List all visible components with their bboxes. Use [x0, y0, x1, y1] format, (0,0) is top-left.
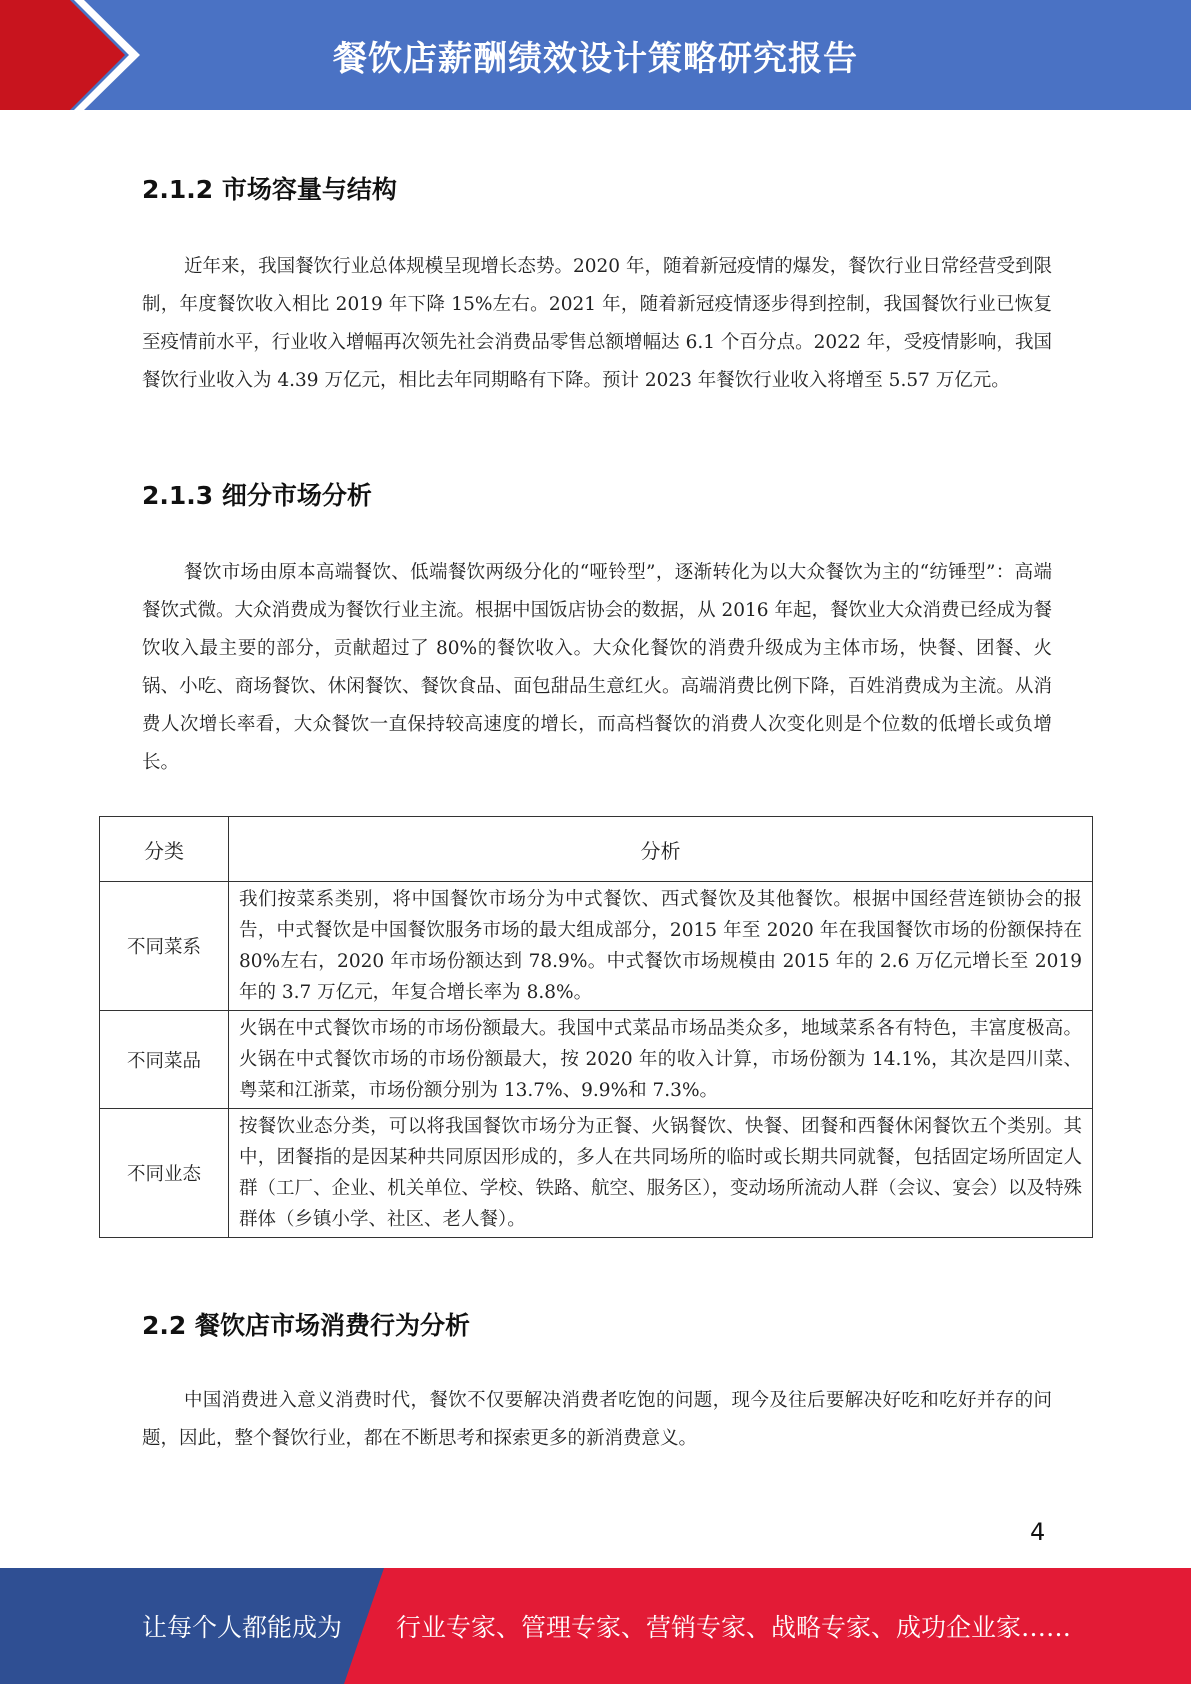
paragraph-segment-analysis: 餐饮市场由原本高端餐饮、低端餐饮两级分化的“哑铃型”，逐渐转化为以大众餐饮为主的“纺锤型”：高端餐饮式微。大众消费成为餐饮行业主流。根据中国饭店协会的数据，从 2016 年起，餐饮业大众消费已经成为餐饮收入最主要的部分，贡献超过了 80%的餐饮收入。大众化餐饮的消费升级成为主体市场，快餐、团餐、火锅、小吃、商场餐饮、休闲餐饮、餐饮食品、面包甜品生意红火。高端消费比例下降，百姓消费成为主流。从消费人次增长率看，大众餐饮一直保持较高速度的增长，而高档餐饮的消费人次变化则是个位数的低增长或负增长。 [142, 562, 1052, 773]
column-header-analysis: 分析 [229, 817, 1093, 882]
section-heading-2-1-3: 2.1.3 细分市场分析 [142, 481, 372, 510]
row-category: 不同业态 [100, 1109, 229, 1238]
footer-slogan-left: 让每个人都能成为 [142, 1613, 343, 1642]
paragraph-market-capacity: 近年来，我国餐饮行业总体规模呈现增长态势。2020 年，随着新冠疫情的爆发，餐饮行业日常经营受到限制，年度餐饮收入相比 2019 年下降 15%左右。2021 年，随着新冠疫情逐步得到控制，我国餐饮行业已恢复至疫情前水平，行业收入增幅再次领先社会消费品零售总额增幅达 6.1 个百分点。2022 年，受疫情影响，我国餐饮行业收入为 4.39 万亿元，相比去年同期略有下降。预计 2023 年餐饮行业收入将增至 5.57 万亿元。 [142, 256, 1052, 391]
market-analysis-table [99, 816, 1093, 1238]
page-header [0, 0, 1191, 110]
section-heading-2-2: 2.2 餐饮店市场消费行为分析 [142, 1311, 470, 1340]
paragraph-consumer-behavior: 中国消费进入意义消费时代，餐饮不仅要解决消费者吃饱的问题，现今及往后要解决好吃和吃好并存的问题，因此，整个餐饮行业，都在不断思考和探索更多的新消费意义。 [142, 1390, 1052, 1449]
row-analysis: 按餐饮业态分类，可以将我国餐饮市场分为正餐、火锅餐饮、快餐、团餐和西餐休闲餐饮五个类别。其中，团餐指的是因某种共同原因形成的，多人在共同场所的临时或长期共同就餐，包括固定场所固定人群（工厂、企业、机关单位、学校、铁路、航空、服务区），变动场所流动人群（会议、宴会）以及特殊群体（乡镇小学、社区、老人餐）。 [229, 1109, 1093, 1238]
report-title: 餐饮店薪酬绩效设计策略研究报告 [333, 38, 858, 79]
page-footer [0, 1568, 1191, 1684]
column-header-category: 分类 [100, 817, 229, 882]
row-category: 不同菜系 [100, 882, 229, 1011]
row-analysis: 火锅在中式餐饮市场的市场份额最大。我国中式菜品市场品类众多，地域菜系各有特色，丰富度极高。火锅在中式餐饮市场的市场份额最大，按 2020 年的收入计算，市场份额为 14.1%，其次是四川菜、粤菜和江浙菜，市场份额分别为 13.7%、9.9%和 7.3%。 [229, 1011, 1093, 1109]
row-analysis: 我们按菜系类别，将中国餐饮市场分为中式餐饮、西式餐饮及其他餐饮。根据中国经营连锁协会的报告，中式餐饮是中国餐饮服务市场的最大组成部分，2015 年至 2020 年在我国餐饮市场的份额保持在 80%左右，2020 年市场份额达到 78.9%。中式餐饮市场规模由 2015 年的 2.6 万亿元增长至 2019 年的 3.7 万亿元，年复合增长率为 8.8%。 [229, 882, 1093, 1011]
row-category: 不同菜品 [100, 1011, 229, 1109]
footer-slogan-right: 行业专家、管理专家、营销专家、战略专家、成功企业家…… [396, 1613, 1072, 1642]
table-row [100, 882, 1093, 1011]
page-number: 4 [1030, 1518, 1046, 1546]
header-chevron-decoration [0, 0, 160, 110]
section-heading-2-1-2: 2.1.2 市场容量与结构 [142, 175, 397, 204]
table-header-row [100, 817, 1093, 882]
table-row [100, 1011, 1093, 1109]
table-row [100, 1109, 1093, 1238]
